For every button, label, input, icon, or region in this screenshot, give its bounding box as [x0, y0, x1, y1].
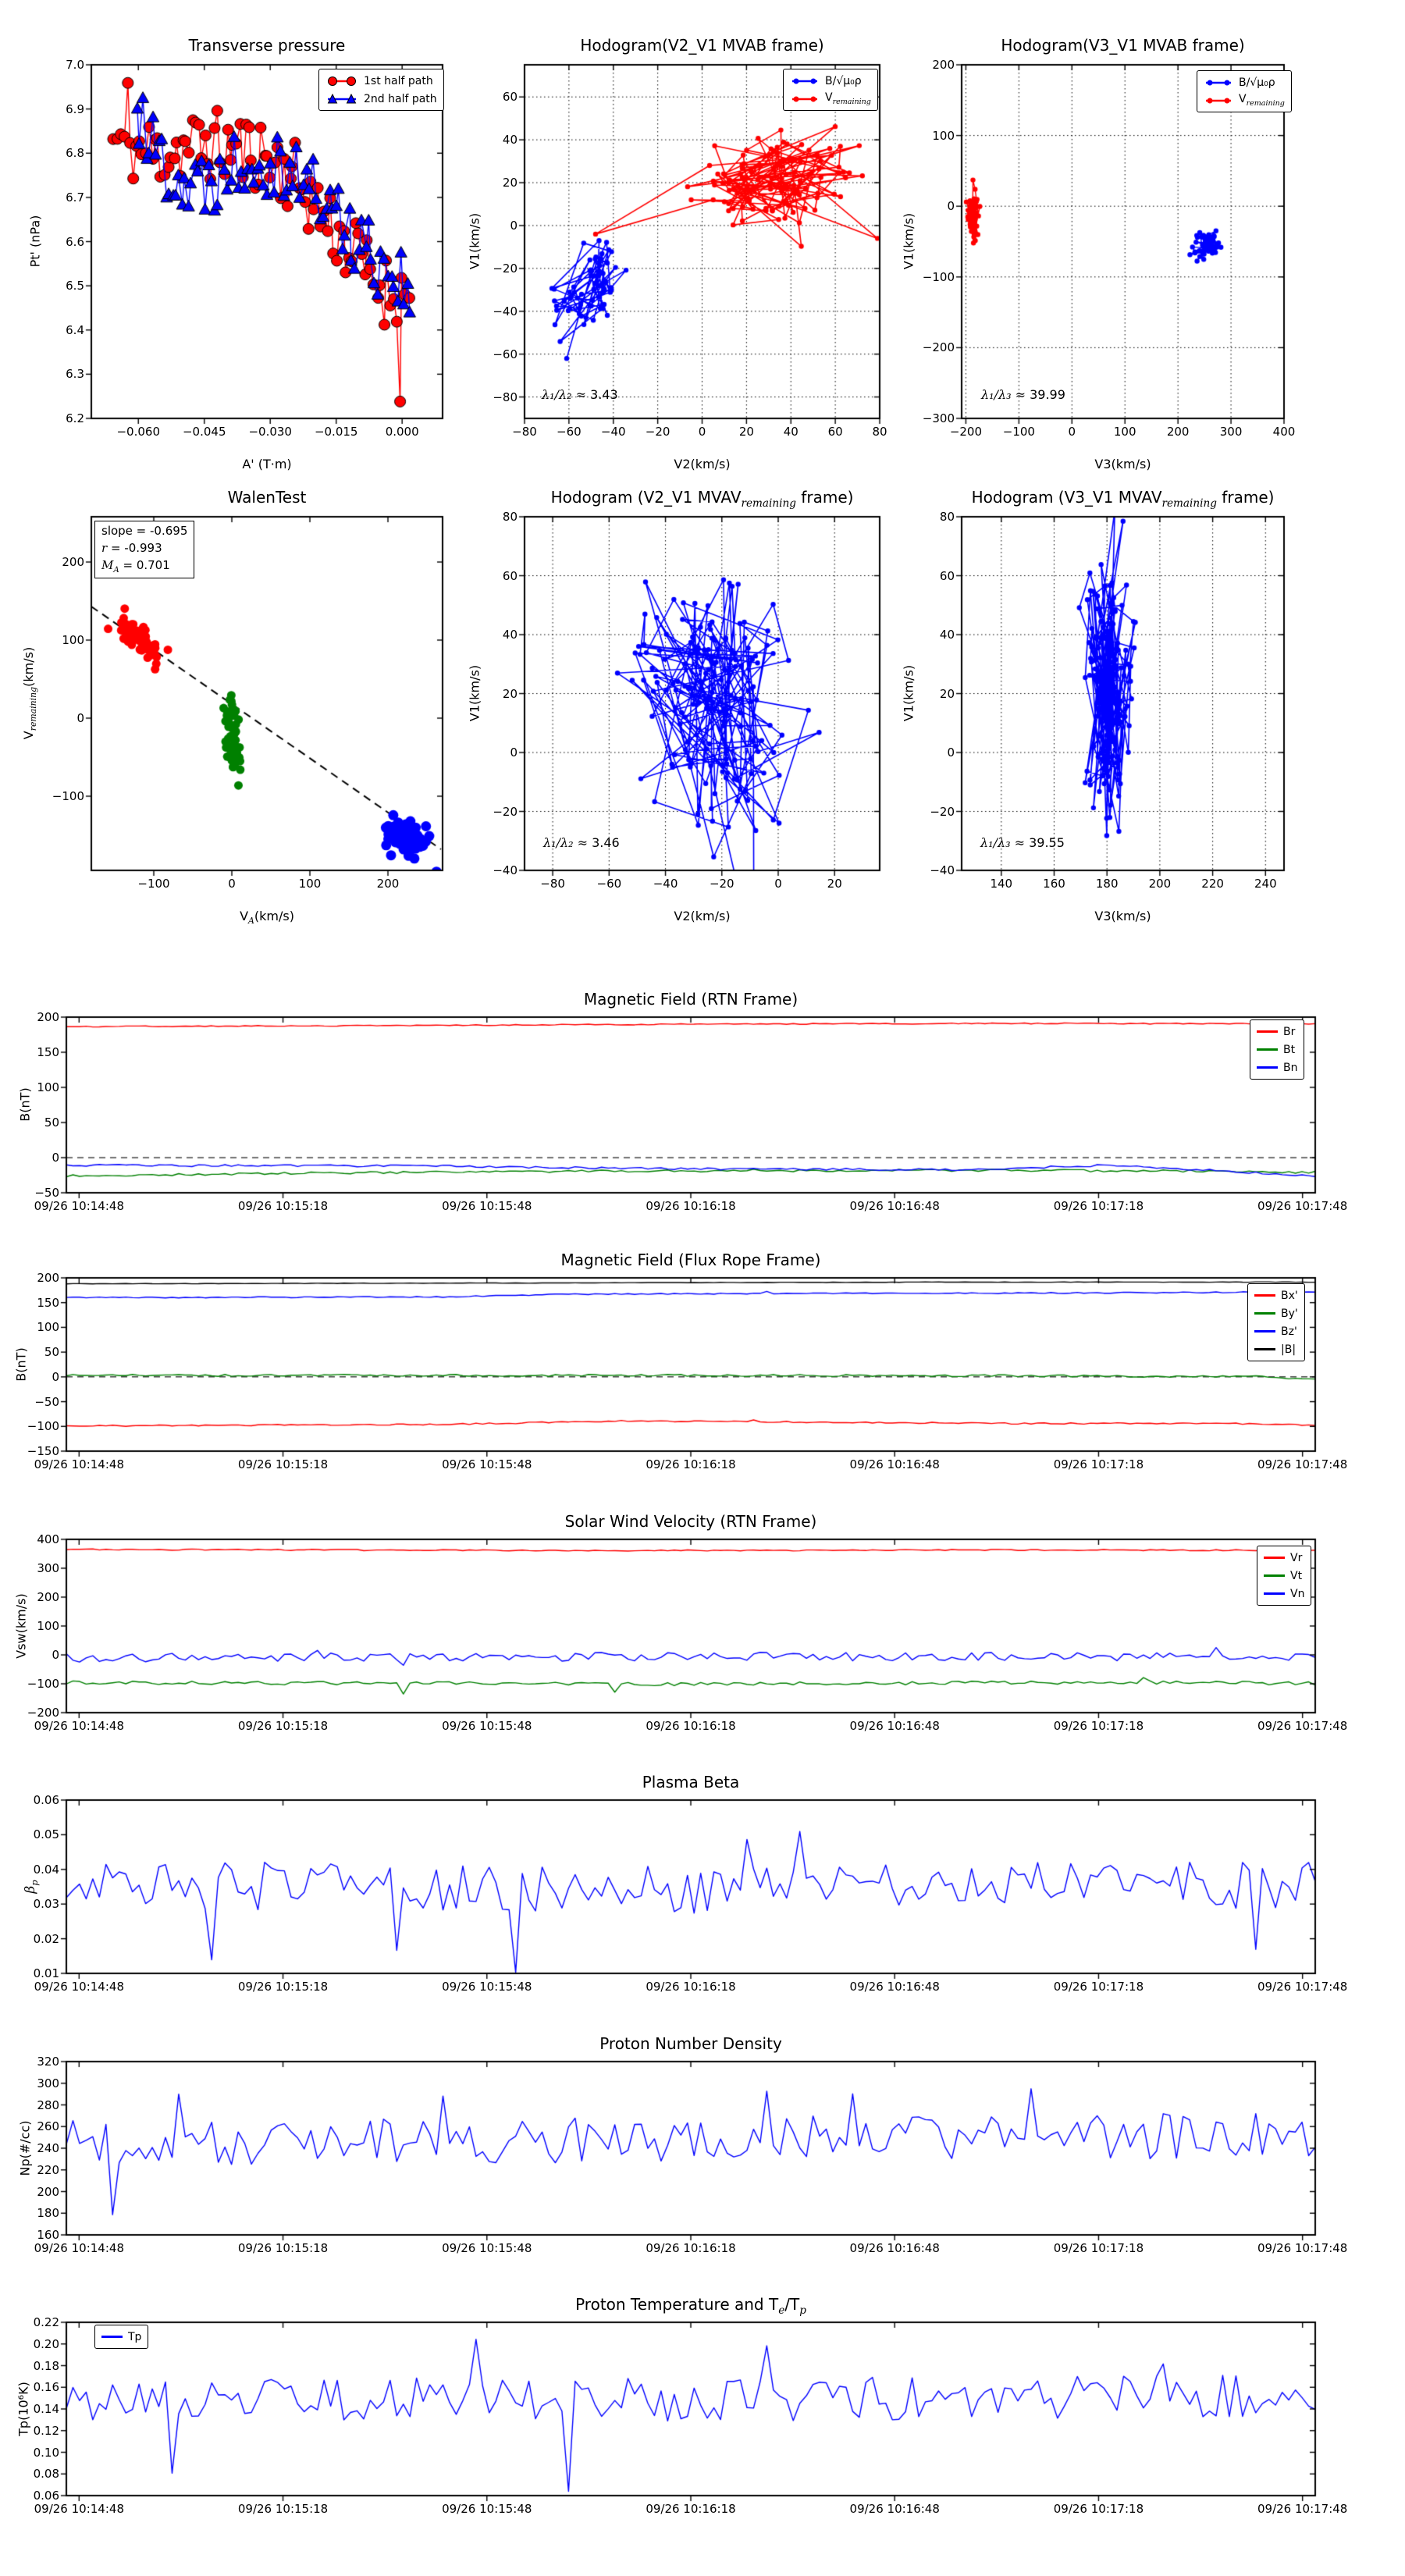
y-tick-label: 0.06: [33, 1793, 59, 1807]
legend-entry-label: Bn: [1283, 1061, 1298, 1074]
ylabel-v1-mvav-v3: V1(km/s): [901, 664, 916, 722]
x-tick-label: 09/26 10:14:48: [34, 1457, 124, 1471]
legend-entry-label: 2nd half path: [364, 92, 437, 105]
x-tick-label: 20: [827, 877, 842, 891]
x-tick-label: 09/26 10:17:18: [1053, 2241, 1144, 2255]
x-tick-label: 09/26 10:16:48: [849, 1980, 940, 1994]
title-plasma-beta: Plasma Beta: [642, 1773, 740, 1791]
y-tick-label: 0: [52, 1369, 59, 1384]
x-tick-label: 160: [1043, 877, 1065, 891]
y-tick-label: −100: [52, 789, 84, 803]
title-proton-temperature: Proton Temperature and $T_e/T_p$: [575, 2295, 806, 2317]
y-tick-label: 0.12: [33, 2423, 59, 2438]
legend-line-swatch: [1254, 1348, 1275, 1350]
y-tick-label: 220: [37, 2162, 59, 2177]
y-tick-label: −80: [493, 390, 518, 404]
legend-entry-label: B/√μ₀ρ: [825, 74, 862, 87]
x-tick-label: 0: [228, 877, 236, 891]
x-tick-label: 0: [774, 877, 782, 891]
legend-triangles-swatch: [325, 93, 358, 105]
legend-entry: [1204, 91, 1285, 109]
y-tick-label: 260: [37, 2119, 59, 2134]
y-tick-label: 40: [939, 628, 955, 642]
y-tick-label: 150: [37, 1045, 59, 1059]
legend-entry-label: Bt: [1283, 1043, 1296, 1056]
legend-line-swatch: [1257, 1030, 1278, 1033]
y-tick-label: 0: [510, 745, 518, 760]
x-tick-label: 180: [1095, 877, 1119, 891]
legend-dots-swatch: [790, 94, 820, 105]
x-tick-label: 09/26 10:15:48: [442, 1199, 532, 1213]
y-tick-label: 0.01: [33, 1966, 59, 1980]
legend-entry: [101, 2328, 141, 2346]
x-tick-label: 09/26 10:16:18: [646, 1457, 736, 1471]
x-tick-label: 09/26 10:16:48: [849, 2502, 940, 2516]
y-tick-label: 6.4: [66, 322, 84, 337]
ylabel-v1-mvab-v3: V1(km/s): [901, 212, 916, 270]
legend-entry: [790, 90, 871, 108]
y-tick-label: 0: [52, 1151, 59, 1165]
legend-dots-swatch: [1204, 77, 1233, 88]
legend-hodogram-mvab-v3: [1197, 70, 1292, 112]
x-tick-label: 09/26 10:17:48: [1257, 2502, 1348, 2516]
x-tick-label: 09/26 10:14:48: [34, 1199, 124, 1213]
legend-entry: [1257, 1041, 1297, 1059]
x-tick-label: 60: [827, 425, 843, 439]
title-hodogram-v3v1-mvab: Hodogram(V3_V1 MVAB frame): [1001, 36, 1245, 55]
x-tick-label: 09/26 10:17:18: [1053, 1719, 1144, 1733]
y-tick-label: 200: [932, 58, 955, 72]
legend-line-swatch: [1264, 1592, 1285, 1595]
x-tick-label: 09/26 10:15:18: [237, 2502, 329, 2516]
ylabel-v1-mvab-v2: V1(km/s): [467, 212, 482, 270]
legend-dots-swatch: [1204, 95, 1233, 106]
x-tick-label: 100: [298, 877, 322, 891]
y-tick-label: −40: [493, 863, 518, 877]
ylabel-v1-mvav-v2: V1(km/s): [467, 664, 482, 722]
x-tick-label: 09/26 10:15:18: [237, 1719, 329, 1733]
x-tick-label: 240: [1254, 877, 1277, 891]
x-tick-label: 09/26 10:16:48: [849, 1199, 940, 1213]
y-tick-label: 0: [76, 711, 84, 725]
legend-entry-label: Br: [1283, 1025, 1296, 1038]
legend-line-swatch: [1254, 1330, 1275, 1332]
annotation-lambda-ratio-mvab-v2: λ₁/λ₂ ≈ 3.43: [542, 387, 618, 402]
x-tick-label: 09/26 10:16:48: [849, 2241, 940, 2255]
y-tick-label: 0.22: [33, 2315, 59, 2329]
y-tick-label: 0.03: [33, 1897, 59, 1912]
y-tick-label: 6.3: [66, 367, 84, 382]
y-tick-label: 100: [62, 633, 84, 647]
y-tick-label: 6.8: [66, 146, 84, 161]
y-tick-label: 200: [37, 1271, 59, 1285]
x-tick-label: −80: [540, 877, 565, 891]
y-tick-label: −150: [27, 1444, 59, 1458]
x-tick-label: 40: [783, 425, 799, 439]
x-tick-label: 09/26 10:17:48: [1257, 2241, 1348, 2255]
y-tick-label: 300: [37, 1561, 59, 1575]
legend-line-swatch: [101, 2336, 123, 2338]
y-tick-label: 6.7: [66, 190, 84, 205]
legend-vsw: [1257, 1546, 1311, 1606]
ylabel-b-rtn: B(nT): [17, 1087, 33, 1122]
legend-b-rtn: [1250, 1019, 1304, 1080]
y-tick-label: 0.08: [33, 2467, 59, 2482]
y-tick-label: 100: [37, 1619, 59, 1633]
y-tick-label: 7.0: [66, 58, 84, 72]
y-tick-label: 20: [502, 686, 518, 701]
title-transverse-pressure: Transverse pressure: [188, 36, 346, 55]
legend-entry: [1264, 1567, 1304, 1585]
title-solar-wind-velocity: Solar Wind Velocity (RTN Frame): [564, 1512, 817, 1531]
y-tick-label: −40: [493, 304, 518, 318]
walen-slope: slope = -0.695: [101, 524, 188, 538]
x-tick-label: 09/26 10:15:18: [237, 1980, 329, 1994]
annotation-lambda-ratio-mvav-v2: λ₁/λ₂ ≈ 3.46: [543, 835, 620, 850]
y-tick-label: 400: [37, 1532, 59, 1546]
x-tick-label: −80: [512, 425, 537, 439]
x-tick-label: −200: [949, 425, 983, 439]
title-hodogram-v2v1-mvab: Hodogram(V2_V1 MVAB frame): [580, 36, 824, 55]
y-tick-label: −100: [27, 1677, 59, 1691]
y-tick-label: 40: [502, 133, 518, 148]
y-tick-label: −60: [493, 347, 518, 361]
y-tick-label: 40: [502, 628, 518, 642]
legend-line-swatch: [1257, 1048, 1278, 1051]
xlabel-v2-mvab: V2(km/s): [674, 457, 731, 471]
x-tick-label: 09/26 10:17:48: [1257, 1457, 1348, 1471]
x-tick-label: −60: [557, 425, 582, 439]
walen-stats-box: [94, 521, 194, 578]
xlabel-v2-mvav: V2(km/s): [674, 909, 731, 923]
title-magnetic-field-flux-rope: Magnetic Field (Flux Rope Frame): [560, 1251, 821, 1269]
y-tick-label: 200: [37, 2184, 59, 2199]
y-tick-label: 0.14: [33, 2402, 59, 2416]
title-magnetic-field-rtn: Magnetic Field (RTN Frame): [583, 990, 799, 1009]
x-tick-label: 0: [698, 425, 706, 439]
y-tick-label: 180: [37, 2206, 59, 2221]
x-tick-label: 200: [1166, 425, 1190, 439]
legend-entry-label: Vn: [1290, 1587, 1305, 1600]
legend-tp: [94, 2325, 148, 2349]
y-tick-label: 0.18: [33, 2358, 59, 2373]
legend-entry: [1204, 73, 1285, 91]
x-tick-label: −20: [709, 877, 735, 891]
y-tick-label: 0.20: [33, 2336, 59, 2351]
y-tick-label: 200: [37, 1590, 59, 1604]
x-tick-label: 09/26 10:15:18: [237, 1457, 329, 1471]
x-tick-label: 09/26 10:16:18: [646, 1980, 736, 1994]
xlabel-va: $V_A(km/s)$: [240, 909, 294, 927]
y-tick-label: 60: [939, 568, 955, 583]
x-tick-label: 140: [990, 877, 1013, 891]
xlabel-v3-mvab: V3(km/s): [1094, 457, 1151, 471]
legend-entry-label: $V_{remaining}$: [1239, 93, 1285, 108]
y-tick-label: 200: [37, 1010, 59, 1024]
legend-line-swatch: [1257, 1066, 1278, 1069]
x-tick-label: 220: [1201, 877, 1224, 891]
title-hodogram-v2v1-mvav: Hodogram (V2_V1 $MVAV_{remaining}$ frame): [550, 488, 854, 510]
y-tick-label: 60: [502, 568, 518, 583]
y-tick-label: −100: [27, 1419, 59, 1434]
y-tick-label: 50: [44, 1115, 59, 1130]
y-tick-label: 0.06: [33, 2489, 59, 2503]
legend-entry-label: $V_{remaining}$: [825, 91, 871, 106]
y-tick-label: −50: [34, 1394, 59, 1409]
x-tick-label: −60: [596, 877, 622, 891]
x-tick-label: 09/26 10:16:48: [849, 1457, 940, 1471]
ylabel-pt: Pt' (nPa): [27, 215, 43, 268]
y-tick-label: 100: [37, 1320, 59, 1335]
y-tick-label: 80: [939, 510, 955, 524]
x-tick-label: 09/26 10:15:18: [237, 1199, 329, 1213]
x-tick-label: 09/26 10:17:48: [1257, 1980, 1348, 1994]
legend-entry: [325, 90, 437, 108]
ylabel-beta: $\beta_p$: [22, 1880, 41, 1894]
y-tick-label: 6.6: [66, 234, 84, 249]
x-tick-label: 09/26 10:16:18: [646, 2502, 736, 2516]
y-tick-label: −300: [922, 411, 955, 425]
legend-entry-label: By': [1281, 1307, 1298, 1320]
legend-entry: [790, 72, 871, 90]
legend-entry: [325, 72, 437, 90]
legend-entry-label: |B|: [1281, 1343, 1297, 1356]
y-tick-label: 100: [932, 128, 955, 143]
y-tick-label: 200: [62, 555, 84, 569]
x-tick-label: 09/26 10:14:48: [34, 2502, 124, 2516]
y-tick-label: 0.04: [33, 1862, 59, 1877]
legend-entry: [1257, 1059, 1297, 1076]
x-tick-label: −100: [137, 877, 170, 891]
y-tick-label: −100: [922, 269, 955, 284]
x-tick-label: 09/26 10:17:18: [1053, 2502, 1144, 2516]
x-tick-label: −0.045: [182, 425, 226, 439]
legend-dots-swatch: [790, 76, 820, 87]
ylabel-b-flux-rope: B(nT): [13, 1347, 29, 1382]
x-tick-label: 09/26 10:15:48: [442, 2241, 532, 2255]
legend-entry-label: Vt: [1290, 1569, 1303, 1582]
y-tick-label: −200: [922, 340, 955, 355]
legend-line-swatch: [1264, 1557, 1285, 1559]
legend-entry: [1254, 1286, 1298, 1304]
x-tick-label: 200: [376, 877, 400, 891]
x-tick-label: −0.030: [248, 425, 292, 439]
x-tick-label: −40: [653, 877, 678, 891]
annotation-lambda-ratio-mvab-v3: λ₁/λ₃ ≈ 39.99: [981, 387, 1065, 402]
x-tick-label: −100: [1002, 425, 1035, 439]
x-tick-label: 09/26 10:17:18: [1053, 1457, 1144, 1471]
title-walen-test: WalenTest: [227, 488, 307, 507]
legend-transverse-pressure: [318, 69, 444, 111]
legend-entry: [1264, 1549, 1304, 1567]
x-tick-label: 09/26 10:16:18: [646, 1199, 736, 1213]
y-tick-label: 150: [37, 1295, 59, 1310]
x-tick-label: 0: [1068, 425, 1076, 439]
x-tick-label: 09/26 10:15:48: [442, 2502, 532, 2516]
x-tick-label: −0.015: [314, 425, 358, 439]
x-tick-label: 09/26 10:15:48: [442, 1719, 532, 1733]
title-hodogram-v3v1-mvav: Hodogram (V3_V1 $MVAV_{remaining}$ frame): [971, 488, 1275, 510]
y-tick-label: 80: [502, 510, 518, 524]
legend-entry: [1254, 1304, 1298, 1322]
legend-hodogram-mvab-v2: [783, 69, 878, 111]
legend-entry: [1254, 1322, 1298, 1340]
legend-entry-label: Vr: [1290, 1551, 1303, 1564]
x-tick-label: 200: [1148, 877, 1172, 891]
x-tick-label: 09/26 10:14:48: [34, 2241, 124, 2255]
x-tick-label: 09/26 10:17:48: [1257, 1719, 1348, 1733]
xlabel-v3-mvav: V3(km/s): [1094, 909, 1151, 923]
x-tick-label: 09/26 10:14:48: [34, 1980, 124, 1994]
y-tick-label: 0: [947, 745, 955, 760]
y-tick-label: 280: [37, 2097, 59, 2112]
y-tick-label: 160: [37, 2228, 59, 2242]
ylabel-tp: Tp(10⁶K): [16, 2382, 31, 2436]
ylabel-np: Np(#/cc): [17, 2120, 33, 2176]
y-tick-label: −20: [930, 804, 955, 819]
y-tick-label: 60: [502, 90, 518, 105]
y-tick-label: 0.10: [33, 2445, 59, 2460]
ylabel-vremaining: $V_{remaining}(km/s)$: [20, 646, 39, 740]
x-tick-label: −40: [600, 425, 626, 439]
x-tick-label: 09/26 10:16:18: [646, 1719, 736, 1733]
legend-line-swatch: [1254, 1294, 1275, 1297]
walen-ma: $M_A = 0.701$: [101, 557, 170, 575]
y-tick-label: 6.2: [66, 411, 84, 425]
x-tick-label: 09/26 10:16:48: [849, 1719, 940, 1733]
legend-entry: [1257, 1023, 1297, 1041]
legend-line-swatch: [1254, 1312, 1275, 1315]
legend-circles-swatch: [325, 75, 358, 87]
legend-line-swatch: [1264, 1574, 1285, 1577]
x-tick-label: 0.000: [385, 425, 419, 439]
y-tick-label: 300: [37, 2076, 59, 2090]
x-tick-label: 80: [872, 425, 887, 439]
y-tick-label: 0: [947, 199, 955, 214]
x-tick-label: −20: [645, 425, 670, 439]
y-tick-label: 6.9: [66, 101, 84, 116]
x-tick-label: 09/26 10:15:48: [442, 1980, 532, 1994]
title-proton-number-density: Proton Number Density: [599, 2034, 782, 2053]
y-tick-label: 6.5: [66, 279, 84, 294]
x-tick-label: 09/26 10:17:18: [1053, 1980, 1144, 1994]
y-tick-label: 0.16: [33, 2380, 59, 2395]
legend-entry: [1254, 1340, 1298, 1358]
x-tick-label: 20: [738, 425, 754, 439]
y-tick-label: 20: [939, 686, 955, 701]
x-tick-label: 09/26 10:17:48: [1257, 1199, 1348, 1213]
y-tick-label: 20: [502, 176, 518, 190]
legend-entry-label: Tp: [128, 2330, 142, 2343]
x-tick-label: 09/26 10:17:18: [1053, 1199, 1144, 1213]
xlabel-a-prime: A' (T·m): [242, 457, 292, 471]
legend-entry-label: 1st half path: [364, 74, 433, 87]
y-tick-label: 0: [510, 218, 518, 233]
x-tick-label: 100: [1113, 425, 1136, 439]
y-tick-label: −200: [27, 1706, 59, 1720]
y-tick-label: 50: [44, 1345, 59, 1360]
y-tick-label: −40: [930, 863, 955, 877]
x-tick-label: 300: [1219, 425, 1243, 439]
y-tick-label: 0: [52, 1648, 59, 1662]
y-tick-label: 0.05: [33, 1827, 59, 1842]
legend-entry: [1264, 1585, 1304, 1603]
x-tick-label: −0.060: [116, 425, 161, 439]
legend-entry-label: B/√μ₀ρ: [1239, 76, 1275, 89]
x-tick-label: 09/26 10:14:48: [34, 1719, 124, 1733]
legend-entry-label: Bx': [1281, 1289, 1298, 1302]
y-tick-label: 320: [37, 2055, 59, 2069]
walen-r: r = -0.993: [101, 540, 162, 555]
y-tick-label: −20: [493, 804, 518, 819]
annotation-lambda-ratio-mvav-v3: λ₁/λ₃ ≈ 39.55: [980, 835, 1065, 850]
y-tick-label: 0.02: [33, 1931, 59, 1946]
x-tick-label: 09/26 10:15:18: [237, 2241, 329, 2255]
x-tick-label: 09/26 10:15:48: [442, 1457, 532, 1471]
y-tick-label: −20: [493, 261, 518, 276]
legend-entry-label: Bz': [1281, 1325, 1297, 1338]
x-tick-label: 400: [1272, 425, 1296, 439]
ylabel-vsw: Vsw(km/s): [13, 1593, 29, 1659]
x-tick-label: 09/26 10:16:18: [646, 2241, 736, 2255]
y-tick-label: −50: [34, 1186, 59, 1200]
y-tick-label: 100: [37, 1080, 59, 1094]
legend-b-flux-rope: [1247, 1283, 1305, 1361]
y-tick-label: 240: [37, 2141, 59, 2155]
